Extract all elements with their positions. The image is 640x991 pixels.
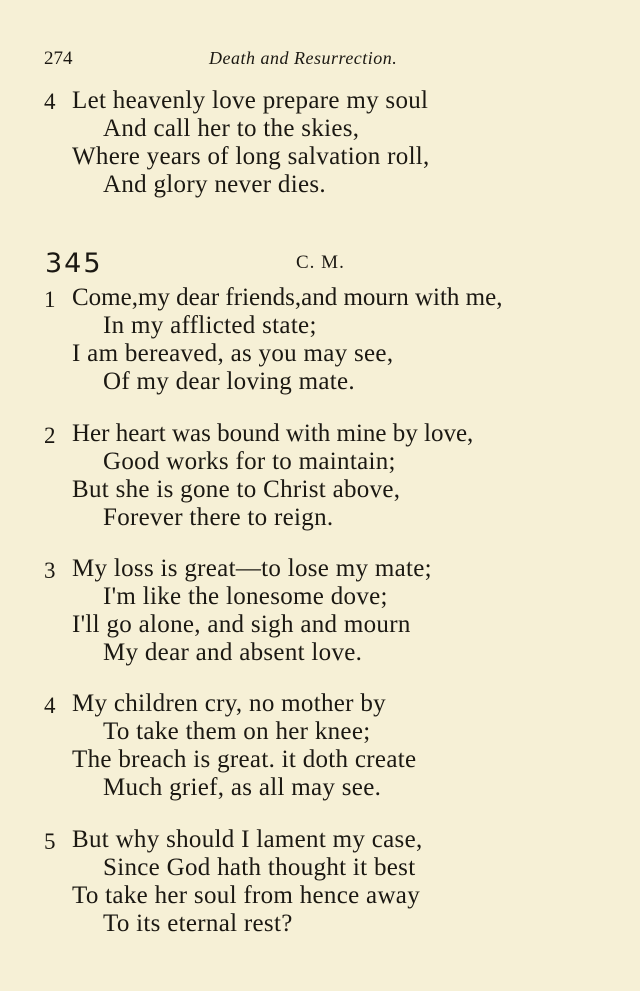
verse-number: 2 (44, 423, 56, 448)
verse-line: But why should I lament my case, (72, 826, 423, 853)
verse-line: The breach is great. it doth create (72, 746, 417, 773)
verse-line: And call her to the skies, (103, 115, 360, 142)
verse-line: Come,my dear friends,and mourn with me, (72, 284, 503, 311)
page-number: 274 (44, 48, 73, 69)
running-title: Death and Resurrection. (209, 48, 398, 68)
verse-line: But she is gone to Christ above, (72, 476, 401, 503)
verse-number: 3 (44, 558, 56, 583)
verse-line: Much grief, as all may see. (103, 774, 382, 801)
verse-line: Good works for to maintain; (103, 448, 396, 475)
hymn-number: 345 (45, 248, 103, 279)
verse-line: Her heart was bound with mine by love, (72, 420, 474, 447)
verse-number: 4 (44, 693, 56, 718)
verse-line: Where years of long salvation roll, (72, 143, 430, 170)
verse-line: To take her soul from hence away (72, 882, 420, 909)
verse-line: I'm like the lonesome dove; (103, 583, 388, 610)
verse-line: Since God hath thought it best (103, 854, 416, 881)
verse-number: 1 (44, 287, 56, 312)
verse-line: Forever there to reign. (103, 504, 334, 531)
verse-line: In my afflicted state; (103, 312, 317, 339)
verse-line: To take them on her knee; (103, 718, 371, 745)
hymn-meter: C. M. (296, 252, 345, 273)
verse-line: Of my dear loving mate. (103, 368, 355, 395)
verse-line: To its eternal rest? (103, 910, 293, 937)
page-header (44, 48, 444, 74)
verse-line: My loss is great—to lose my mate; (72, 555, 432, 582)
verse-line: I'll go alone, and sigh and mourn (72, 611, 411, 638)
verse-number: 5 (44, 829, 56, 854)
verse-line: And glory never dies. (103, 171, 326, 198)
verse-line: I am bereaved, as you may see, (72, 340, 394, 367)
verse-number: 4 (44, 89, 56, 114)
verse-line: My children cry, no mother by (72, 690, 386, 717)
verse-line: Let heavenly love prepare my soul (72, 87, 429, 114)
verse-line: My dear and absent love. (103, 639, 363, 666)
